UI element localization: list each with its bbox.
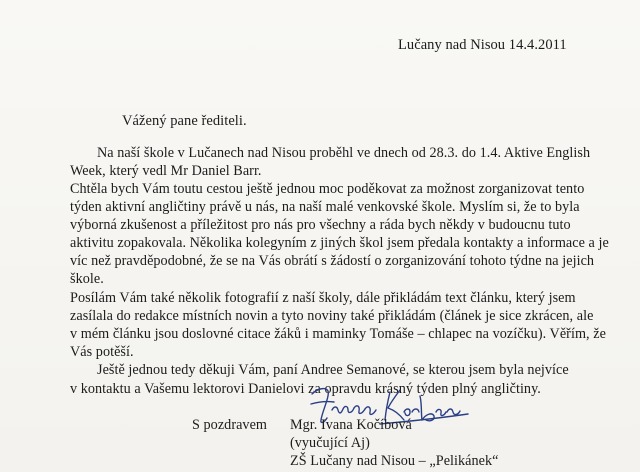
body-line: Vás potěší. [70,344,134,360]
salutation: Vážený pane řediteli. [122,113,247,129]
body-line: zasílala do redakce místních novin a tyto noviny také přikládám (článek je sice zkrácen, ale [70,308,594,324]
body-line: výborná zkušenost a příležitost pro nás pro všechny a ráda bych někdy v budoucnu tuto [70,217,571,233]
body-line: Ještě jednou tedy děkuji Vám, paní Andree Semanové, se kterou jsem byla nejvíce [97,362,569,378]
body-line: Week, který vedl Mr Daniel Barr. [70,163,262,179]
body-line: aktivitu zopakovala. Několika kolegyním z jiných škol jsem předala kontakty a informace a je [70,235,609,251]
body-line: víc než pravděpodobné, že se na Vás obrátí s žádostí o zorganizování tohoto týdne na jejich [70,253,595,269]
sender-name: Mgr. Ivana Kočíbová [290,417,412,433]
body-line: v mém článku jsou doslovné citace žáků i maminky Tomáše – chlapec na vozíčku). Věřím, že [70,326,606,342]
body-line: škole. [70,271,104,287]
body-line: Posílám Vám také několik fotografií z naší školy, dále přikládám text článku, který jsem [70,290,576,306]
body-line: Na naší škole v Lučanech nad Nisou proběhl ve dnech od 28.3. do 1.4. Aktive English [97,145,591,161]
sender-school: ZŠ Lučany nad Nisou – „Pelikánek“ [290,453,499,469]
body-line: v kontaktu a Vašemu lektorovi Danielovi za opravdu krásný týden plný angličtiny. [70,381,541,397]
place-date: Lučany nad Nisou 14.4.2011 [398,37,567,53]
closing: S pozdravem [192,417,268,433]
body-line: Chtěla bych Vám toutu cestou ještě jednou moc poděkovat za možnost zorganizovat tento [70,181,585,197]
body-line: týden aktivní angličtiny právě u nás, na naší malé venkovské škole. Myslím si, že to byla [70,199,580,215]
sender-role: (vyučující Aj) [290,435,370,451]
